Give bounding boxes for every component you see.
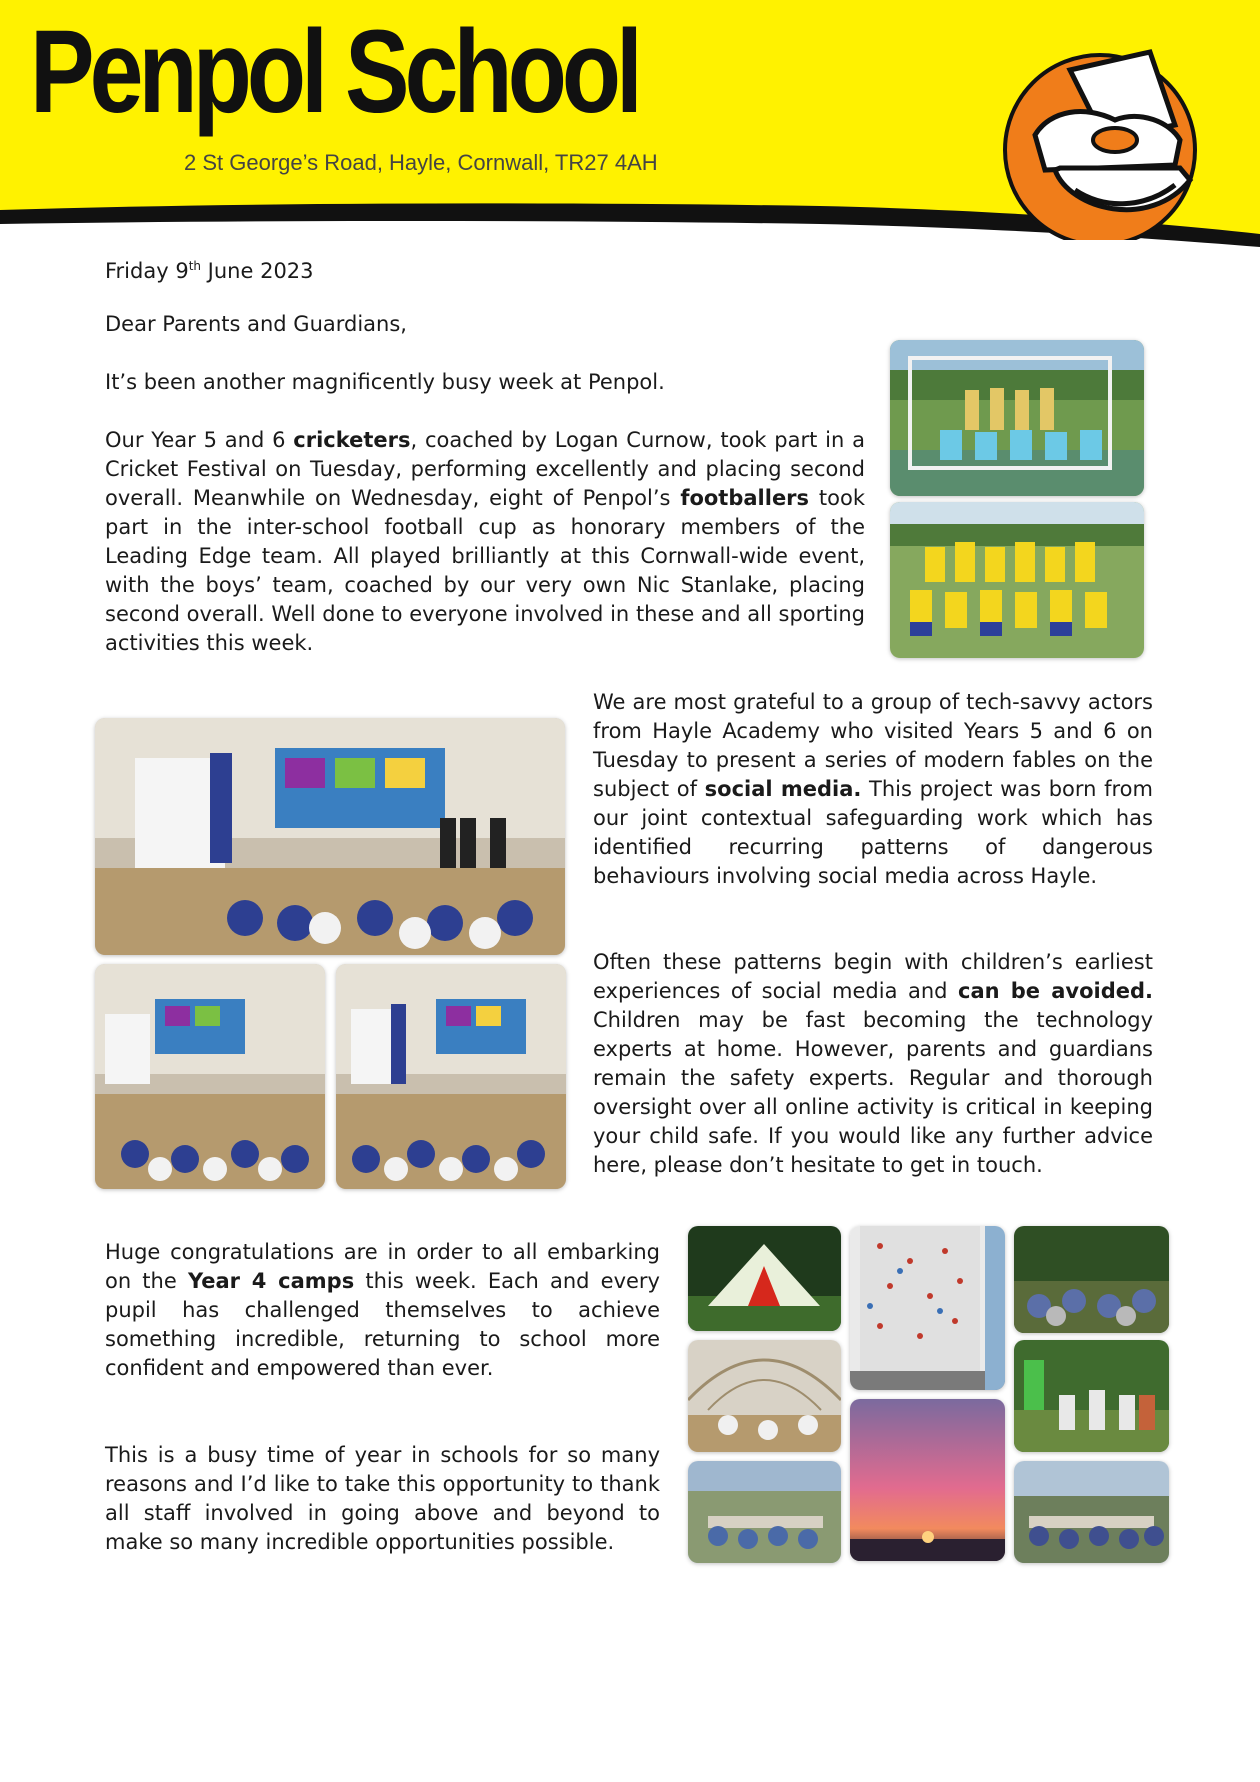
camps-text-1: Huge congratulations are in order to all embarking on the xyxy=(105,1240,660,1293)
school-logo-icon xyxy=(975,40,1235,240)
camp-dining-photo xyxy=(688,1461,841,1563)
camp-dome-photo xyxy=(688,1340,841,1452)
sports-text-3: took part in the inter-school football cup as honorary members of the Leading Edge team. All played brilliantly at this Cornwall-wide event, with the boys’ team, coached by our very own Nic Stanlake, placing second overall. Well done to everyone involved in these and all sporting activities this week. xyxy=(105,486,865,655)
cricket-team-photo xyxy=(890,340,1144,496)
social-text-2: This project was born from our joint contextual safeguarding work which has identified recurring patterns of dangerous behaviours involving social media across Hayle. xyxy=(593,777,1153,888)
safety-bold: can be avoided. xyxy=(958,979,1153,1003)
school-name: Penpol School xyxy=(30,6,639,138)
camp-tent-photo xyxy=(688,1226,841,1331)
letterhead xyxy=(0,0,1260,250)
sports-paragraph xyxy=(105,426,865,658)
school-address: 2 St George’s Road, Hayle, Cornwall, TR27 4AH xyxy=(184,150,658,175)
camps-bold: Year 4 camps xyxy=(187,1269,355,1293)
date-day: Friday 9 xyxy=(105,259,189,283)
letter-date xyxy=(105,252,705,286)
sports-text-2: , coached by Logan Curnow, took part in a Cricket Festival on Tuesday, performing excellently and placing second overall. Meanwhile on Wednesday, eight of Penpol’s xyxy=(105,428,865,510)
climbing-wall-photo xyxy=(850,1226,1005,1390)
safety-paragraph xyxy=(593,948,1153,1180)
camps-paragraph xyxy=(105,1238,660,1383)
sunset-photo xyxy=(850,1399,1005,1561)
camps-text-2: this week. Each and every pupil has challenged themselves to achieve something incredible, returning to school more confident and empowered than ever. xyxy=(105,1269,660,1380)
sports-text-1: Our Year 5 and 6 xyxy=(105,428,294,452)
sports-bold-footballers: footballers xyxy=(680,486,810,510)
social-text-1: We are most grateful to a group of tech-savvy actors from Hayle Academy who visited Years 5 and 6 on Tuesday to present a series of modern fables on the subject of xyxy=(593,690,1153,801)
social-media-paragraph xyxy=(593,688,1153,891)
date-suffix: th xyxy=(188,259,201,273)
safety-text-1: Often these patterns begin with children’s earliest experiences of social media and xyxy=(593,950,1153,1003)
safety-text-2: Children may be fast becoming the technology experts at home. However, parents and guardians remain the safety experts. Regular and thorough oversight over all online activity is critical in keeping your child safe. If you would like any further advice here, please don’t hesitate to get in touch. xyxy=(593,1008,1153,1177)
hall-audience-photo-left xyxy=(95,964,325,1189)
football-team-photo xyxy=(890,502,1144,658)
sports-bold-cricketers: cricketers xyxy=(293,428,411,452)
salutation: Dear Parents and Guardians, xyxy=(105,312,407,336)
date-rest: June 2023 xyxy=(201,259,314,283)
camp-forest-children-photo xyxy=(1014,1340,1169,1452)
hall-audience-photo-right xyxy=(336,964,566,1189)
camp-woods-group-photo xyxy=(1014,1226,1169,1333)
thanks-paragraph: This is a busy time of year in schools for so many reasons and I’d like to take this opportunity to thank all staff involved in going above and beyond to make so many incredible opportunities possible. xyxy=(105,1443,660,1554)
social-bold: social media. xyxy=(704,777,862,801)
hall-performance-photo xyxy=(95,718,565,955)
intro-paragraph: It’s been another magnificently busy week at Penpol. xyxy=(105,370,665,394)
camp-outdoor-meal-photo xyxy=(1014,1461,1169,1563)
